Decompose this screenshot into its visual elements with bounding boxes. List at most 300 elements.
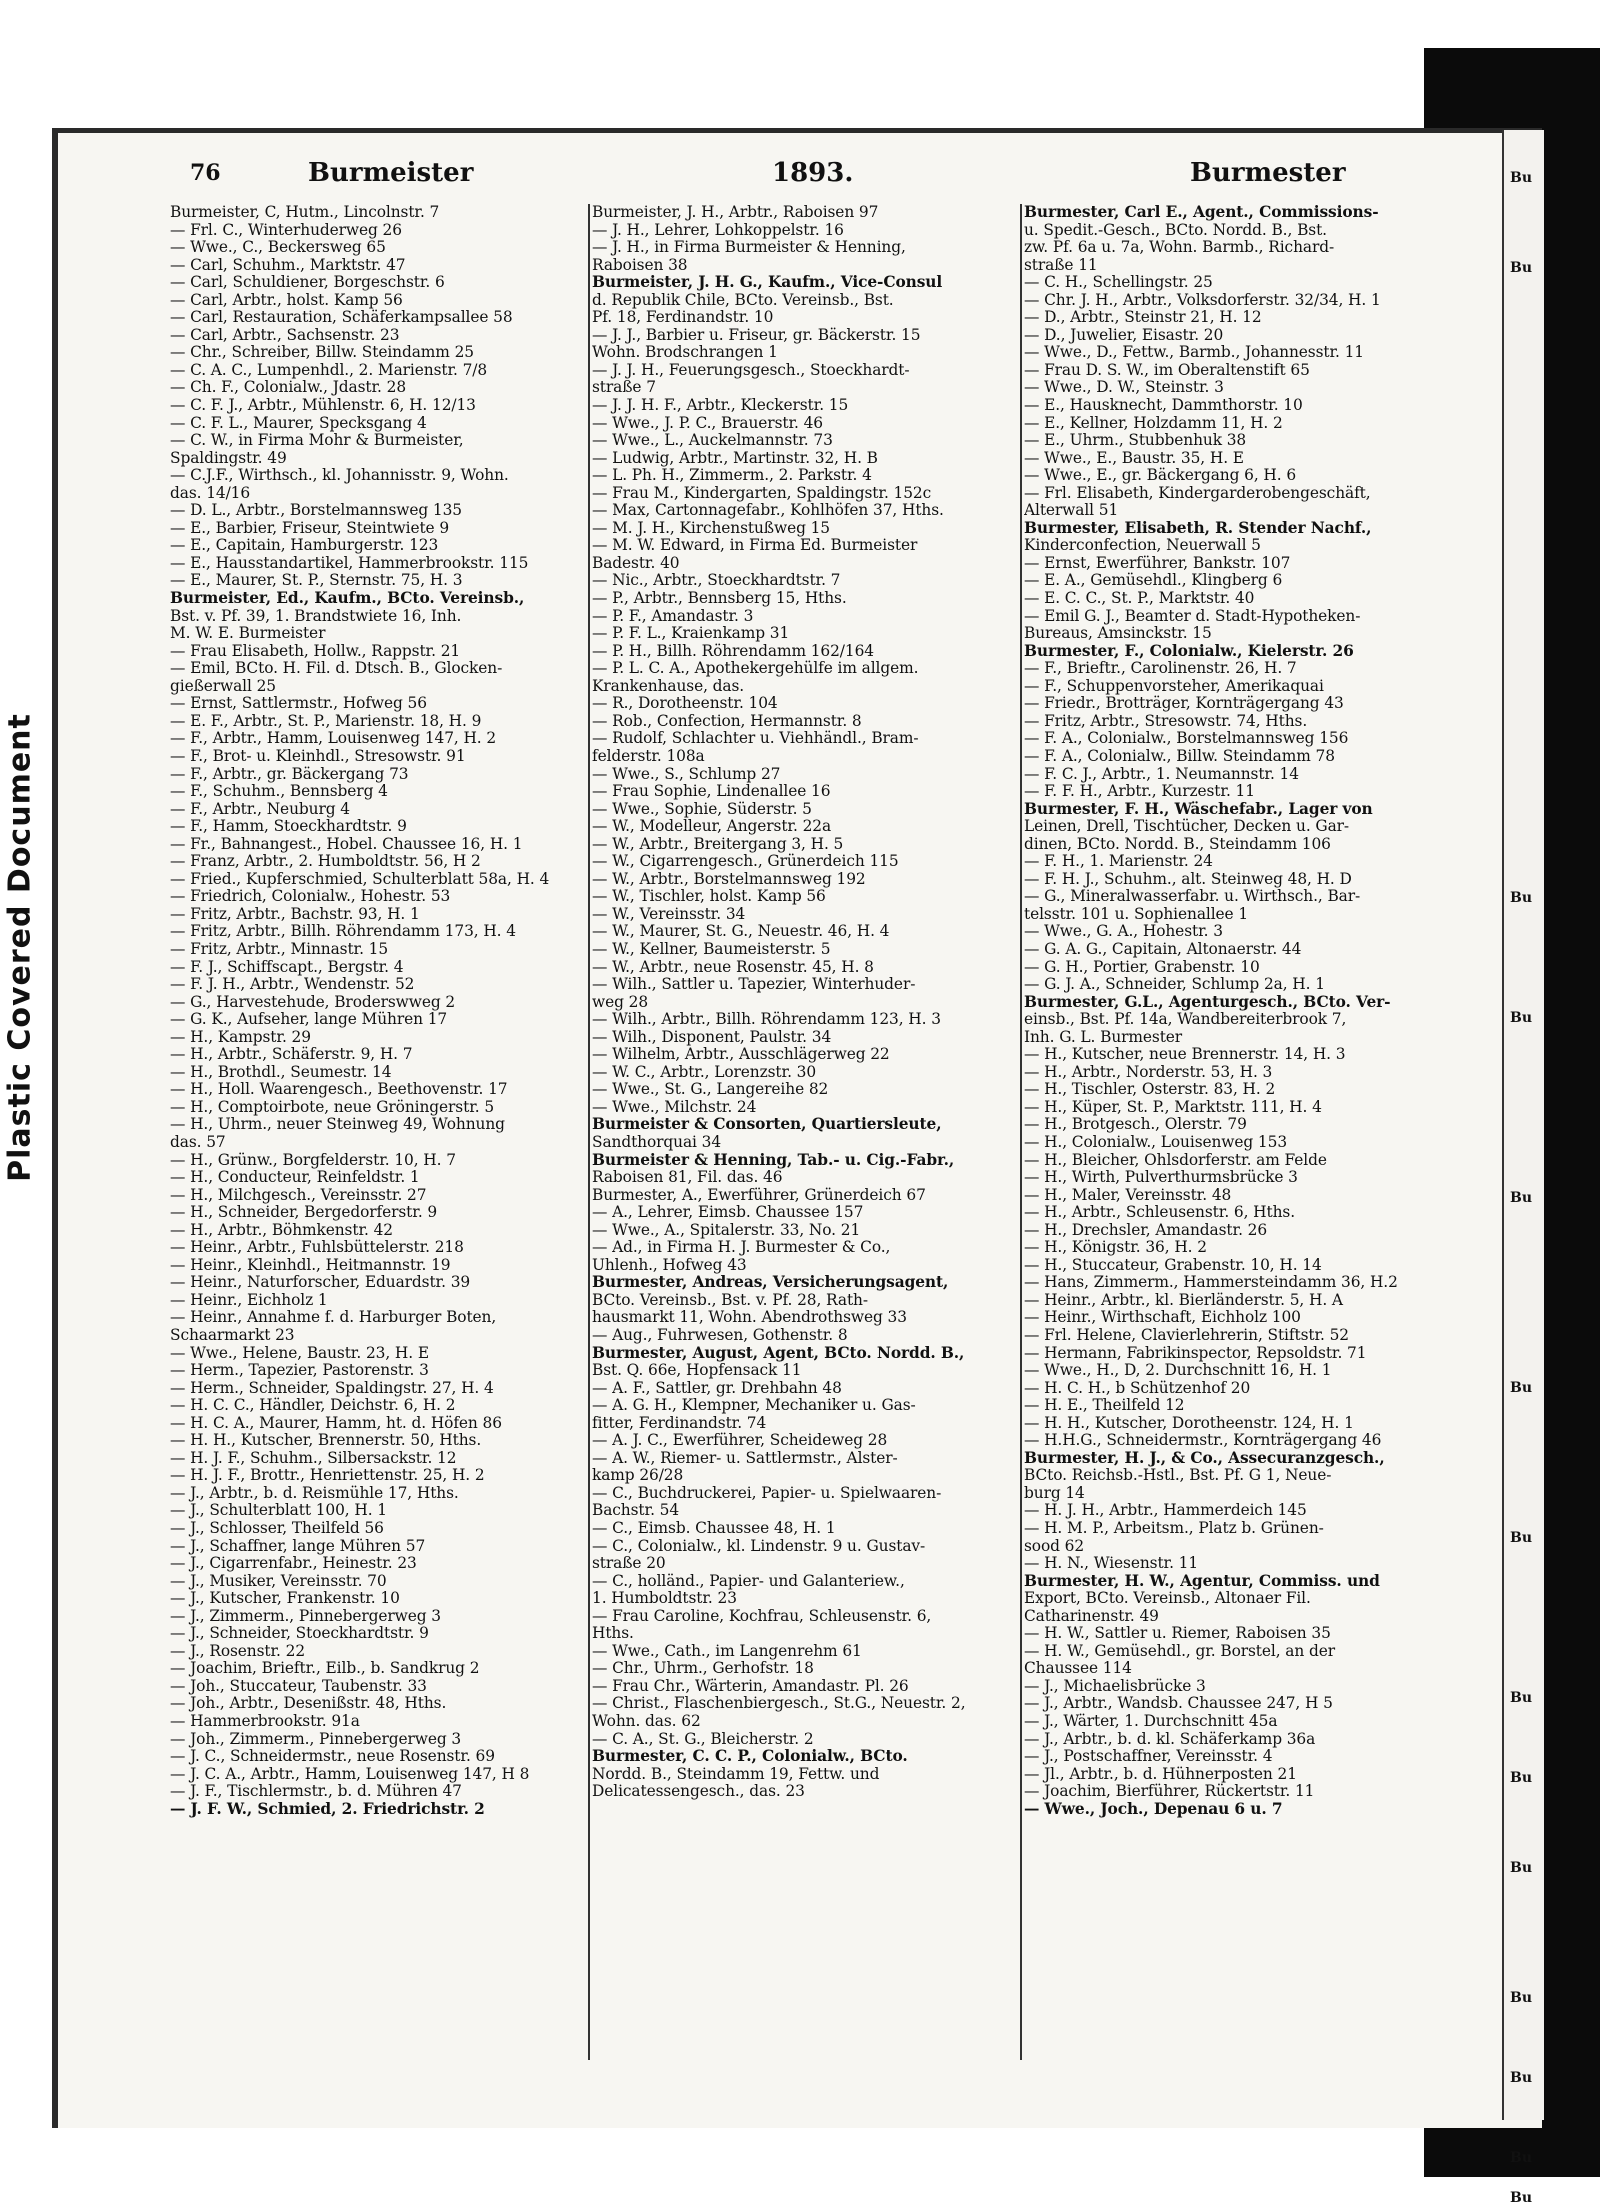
directory-line: Kinderconfection, Neuerwall 5 (1024, 537, 1261, 555)
directory-line: — H., Conducteur, Reinfeldstr. 1 (170, 1169, 420, 1187)
directory-line: — Wilh., Disponent, Paulstr. 34 (592, 1028, 832, 1046)
directory-line: — Heinr., Kleinhdl., Heitmannstr. 19 (170, 1256, 451, 1274)
directory-line: — W., Kellner, Baumeisterstr. 5 (592, 940, 831, 958)
directory-line: — D., Juwelier, Eisastr. 20 (1024, 326, 1224, 344)
directory-line: — C. W., in Firma Mohr & Burmeister, (170, 432, 464, 450)
directory-line: — J., Arbtr., Wandsb. Chaussee 247, H 5 (1024, 1695, 1333, 1713)
directory-line: Bst. Q. 66e, Hopfensack 11 (592, 1362, 802, 1380)
directory-line: Burmester, H. W., Agentur, Commiss. und (1024, 1572, 1380, 1590)
directory-line: — H. C. C., Händler, Deichstr. 6, H. 2 (170, 1397, 456, 1415)
directory-line: Krankenhause, das. (592, 677, 745, 695)
directory-line: — Ludwig, Arbtr., Martinstr. 32, H. B (592, 449, 878, 467)
directory-line: Burmester, G.L., Agenturgesch., BCto. Ver- (1024, 993, 1391, 1011)
directory-line: — Joachim, Bierführer, Rückertstr. 11 (1024, 1783, 1315, 1801)
directory-line: — E., Barbier, Friseur, Steintwiete 9 (170, 519, 450, 537)
directory-line: — J., Arbtr., b. d. Reismühle 17, Hths. (170, 1484, 459, 1502)
directory-line: — Frl. Elisabeth, Kindergarderobengeschäft, (1024, 484, 1371, 502)
directory-line: M. W. E. Burmeister (170, 625, 326, 643)
directory-line: — Emil, BCto. H. Fil. d. Dtsch. B., Glocken- (170, 660, 503, 678)
directory-line: — F., Schuppenvorsteher, Amerikaquai (1024, 677, 1324, 695)
margin-fragment: Bu (1510, 2150, 1533, 2166)
directory-line: Burmester, F., Colonialw., Kielerstr. 26 (1024, 642, 1354, 660)
directory-line: — J., Schulterblatt 100, H. 1 (170, 1502, 387, 1520)
directory-line: Raboisen 81, Fil. das. 46 (592, 1169, 783, 1187)
directory-line: — Joh., Stuccateur, Taubenstr. 33 (170, 1677, 427, 1695)
directory-line: — Wwe., Helene, Baustr. 23, H. E (170, 1344, 429, 1362)
directory-line: — G. K., Aufseher, lange Mühren 17 (170, 1011, 448, 1029)
directory-line: — J., Wärter, 1. Durchschnitt 45a (1024, 1713, 1278, 1731)
page-number: 76 (190, 160, 221, 186)
directory-line: — G., Mineralwasserfabr. u. Wirthsch., Bar- (1024, 888, 1361, 906)
side-label (0, 600, 38, 1300)
directory-line: — A. J. C., Ewerführer, Scheideweg 28 (592, 1432, 888, 1450)
directory-line: — Heinr., Arbtr., kl. Bierländerstr. 5, H. A (1024, 1291, 1343, 1309)
directory-line: — Emil G. J., Beamter d. Stadt-Hypotheken- (1024, 607, 1361, 625)
directory-line: — J. H., in Firma Burmeister & Henning, (592, 239, 906, 257)
directory-line: — F., Schuhm., Bennsberg 4 (170, 783, 388, 801)
column-divider (1020, 204, 1022, 2060)
directory-line: — H., Drechsler, Amandastr. 26 (1024, 1221, 1268, 1239)
directory-line: — Carl, Schuhm., Marktstr. 47 (170, 256, 406, 274)
directory-line: Uhlenh., Hofweg 43 (592, 1256, 747, 1274)
directory-line: — Fritz, Arbtr., Billh. Röhrendamm 173, H. 4 (170, 923, 516, 941)
margin-fragment: Bu (1510, 1380, 1533, 1396)
directory-line: — Ernst, Ewerführer, Bankstr. 107 (1024, 554, 1291, 572)
directory-line: zw. Pf. 6a u. 7a, Wohn. Barmb., Richard- (1024, 239, 1335, 257)
directory-line: — H., Stuccateur, Grabenstr. 10, H. 14 (1024, 1256, 1322, 1274)
directory-line: — J., Postschaffner, Vereinsstr. 4 (1024, 1748, 1273, 1766)
directory-line: — G. H., Portier, Grabenstr. 10 (1024, 958, 1260, 976)
directory-line: — Heinr., Naturforscher, Eduardstr. 39 (170, 1274, 471, 1292)
directory-line: Burmester, F. H., Wäschefabr., Lager von (1024, 800, 1373, 818)
directory-line: — F. J., Schiffscapt., Bergstr. 4 (170, 958, 404, 976)
margin-fragment: Bu (1510, 1530, 1533, 1546)
directory-line: — H., Kutscher, neue Brennerstr. 14, H. 3 (1024, 1046, 1346, 1064)
directory-line: — Joachim, Brieftr., Eilb., b. Sandkrug 2 (170, 1660, 480, 1678)
directory-line: Burmester, Andreas, Versicherungsagent, (592, 1274, 949, 1292)
directory-line: — H. J. F., Schuhm., Silbersackstr. 12 (170, 1449, 457, 1467)
directory-column-1 (170, 204, 590, 1818)
directory-line: — P. F., Amandastr. 3 (592, 607, 754, 625)
directory-line: — Rob., Confection, Hermannstr. 8 (592, 712, 862, 730)
directory-line: Catharinenstr. 49 (1024, 1607, 1159, 1625)
directory-line: Raboisen 38 (592, 256, 688, 274)
directory-line: Inh. G. L. Burmester (1024, 1028, 1183, 1046)
directory-line: straße 7 (592, 379, 656, 397)
directory-line: — Frau Sophie, Lindenallee 16 (592, 783, 831, 801)
directory-line: — Carl, Arbtr., holst. Kamp 56 (170, 291, 403, 309)
directory-line: — J., Arbtr., b. d. kl. Schäferkamp 36a (1024, 1730, 1316, 1748)
directory-line: — Herm., Schneider, Spaldingstr. 27, H. 4 (170, 1379, 494, 1397)
side-label-text: Plastic Covered Document (2, 713, 38, 1182)
directory-line: kamp 26/28 (592, 1467, 684, 1485)
directory-line: — H. H., Kutscher, Dorotheenstr. 124, H. 1 (1024, 1414, 1354, 1432)
directory-line: — J. J., Barbier u. Friseur, gr. Bäckerstr. 15 (592, 326, 921, 344)
directory-line: — A. W., Riemer- u. Sattlermstr., Alster- (592, 1449, 898, 1467)
directory-line: — W., Cigarrengesch., Grünerdeich 115 (592, 853, 899, 871)
directory-line: — H., Arbtr., Böhmkenstr. 42 (170, 1221, 393, 1239)
directory-line: — H., Wirth, Pulverthurmsbrücke 3 (1024, 1169, 1298, 1187)
directory-line: — Hans, Zimmerm., Hammersteindamm 36, H.2 (1024, 1274, 1398, 1292)
directory-line: — H. H., Kutscher, Brennerstr. 50, Hths. (170, 1432, 482, 1450)
directory-line: Alterwall 51 (1024, 502, 1119, 520)
directory-line: — J. C. A., Arbtr., Hamm, Louisenweg 147, H 8 (170, 1765, 530, 1783)
directory-line: — G. A. G., Capitain, Altonaerstr. 44 (1024, 940, 1302, 958)
directory-line: — J., Schneider, Stoeckhardtstr. 9 (170, 1625, 429, 1643)
directory-line: — J. F., Tischlermstr., b. d. Mühren 47 (170, 1783, 462, 1801)
directory-line: Wohn. das. 62 (592, 1713, 701, 1731)
directory-line: — Nic., Arbtr., Stoeckhardtstr. 7 (592, 572, 841, 590)
directory-line: — W., Maurer, St. G., Neuestr. 46, H. 4 (592, 923, 890, 941)
directory-line: BCto. Reichsb.-Hstl., Bst. Pf. G 1, Neue- (1024, 1467, 1332, 1485)
directory-line: Spaldingstr. 49 (170, 449, 287, 467)
directory-line: — W., Arbtr., Breitergang 3, H. 5 (592, 835, 844, 853)
directory-line: — H., Brotgesch., Ölerstr. 79 (1024, 1116, 1247, 1134)
directory-line: — H. J. F., Brottr., Henriettenstr. 25, H. 2 (170, 1467, 485, 1485)
directory-line: — Chr. J. H., Arbtr., Volksdorferstr. 32/34, H. 1 (1024, 291, 1381, 309)
directory-line: — E. F., Arbtr., St. P., Marienstr. 18, H. 9 (170, 712, 482, 730)
directory-line: — J., Zimmerm., Pinnebergerweg 3 (170, 1607, 441, 1625)
directory-line: — C.J.F., Wirthsch., kl. Johannisstr. 9, Wohn. (170, 467, 509, 485)
margin-fragment: Bu (1510, 1860, 1533, 1876)
directory-line: — Friedrich, Colonialw., Hohestr. 53 (170, 888, 451, 906)
directory-line: — W., Vereinsstr. 34 (592, 905, 746, 923)
header-left-name: Burmeister (308, 158, 474, 188)
directory-line: Burmeister, J. H. G., Kaufm., Vice-Consul (592, 274, 943, 292)
directory-line: — Frau M., Kindergarten, Spaldingstr. 152c (592, 484, 932, 502)
directory-line: Burmester, H. J., & Co., Assecuranzgesch., (1024, 1449, 1385, 1467)
directory-line: — H., Holl. Waarengesch., Beethovenstr. 17 (170, 1081, 508, 1099)
directory-line: — J. C., Schneidermstr., neue Rosenstr. 69 (170, 1748, 495, 1766)
directory-line: — Frl. C., Winterhuderweg 26 (170, 221, 402, 239)
page-header (190, 158, 1470, 198)
directory-line: straße 20 (592, 1555, 666, 1573)
directory-line: — H., Kampstr. 29 (170, 1028, 311, 1046)
directory-line: — Ad., in Firma H. J. Burmester & Co., (592, 1239, 891, 1257)
directory-line: — Joh., Arbtr., Desenißstr. 48, Hths. (170, 1695, 447, 1713)
directory-line: — J., Rosenstr. 22 (170, 1642, 306, 1660)
directory-line: — Wwe., L., Auckelmannstr. 73 (592, 432, 833, 450)
margin-fragment: Bu (1510, 2070, 1533, 2086)
directory-line: — H., Tischler, Osterstr. 83, H. 2 (1024, 1081, 1276, 1099)
directory-line: — Wilhelm, Arbtr., Ausschlägerweg 22 (592, 1046, 890, 1064)
directory-line: — H. E., Theilfeld 12 (1024, 1397, 1185, 1415)
directory-line: Export, BCto. Vereinsb., Altonaer Fil. (1024, 1590, 1311, 1608)
directory-line: — Carl, Schuldiener, Borgeschstr. 6 (170, 274, 445, 292)
directory-line: — H., Bleicher, Ohlsdorferstr. am Felde (1024, 1151, 1327, 1169)
directory-line: Chaussee 114 (1024, 1660, 1132, 1678)
directory-line: — J., Schlosser, Theilfeld 56 (170, 1520, 384, 1538)
directory-line: — F. J. H., Arbtr., Wendenstr. 52 (170, 976, 415, 994)
directory-line: burg 14 (1024, 1484, 1085, 1502)
next-page-margin (1502, 130, 1544, 2206)
directory-line: — H. J. H., Arbtr., Hammerdeich 145 (1024, 1502, 1307, 1520)
directory-line: — F., Arbtr., Neuburg 4 (170, 800, 350, 818)
directory-line: — Frau Chr., Wärterin, Amandastr. Pl. 26 (592, 1677, 909, 1695)
directory-line: — E., Uhrm., Stubbenhuk 38 (1024, 432, 1247, 450)
directory-line: — Wwe., E., gr. Bäckergang 6, H. 6 (1024, 467, 1297, 485)
directory-line: — H., Königstr. 36, H. 2 (1024, 1239, 1207, 1257)
directory-line: — F., Arbtr., Hamm, Louisenweg 147, H. 2 (170, 730, 497, 748)
directory-line: — Wwe., Joch., Depenau 6 u. 7 (1024, 1800, 1283, 1818)
directory-line: — F. A., Colonialw., Billw. Steindamm 78 (1024, 747, 1335, 765)
directory-line: — H. C. H., b Schützenhof 20 (1024, 1379, 1251, 1397)
directory-line: Burmeister & Consorten, Quartiersleute, (592, 1116, 942, 1134)
directory-line: u. Spedit.-Gesch., BCto. Nordd. B., Bst. (1024, 221, 1327, 239)
directory-line: Burmester, A., Ewerführer, Grünerdeich 67 (592, 1186, 926, 1204)
directory-line: — C. F. J., Arbtr., Mühlenstr. 6, H. 12/13 (170, 397, 476, 415)
directory-line: — H., Schneider, Bergedorferstr. 9 (170, 1204, 438, 1222)
directory-line: — Wwe., G. A., Hohestr. 3 (1024, 923, 1223, 941)
directory-line: Burmester, C. C. P., Colonialw., BCto. (592, 1748, 908, 1766)
directory-line: — E., Hausstandartikel, Hammerbrookstr. 115 (170, 554, 529, 572)
directory-line: — Hammerbrookstr. 91a (170, 1713, 360, 1731)
directory-column-2 (592, 204, 1012, 1801)
directory-line: — Wwe., St. G., Langereihe 82 (592, 1081, 829, 1099)
directory-line: — C. A., St. G., Bleicherstr. 2 (592, 1730, 814, 1748)
directory-line: Badestr. 40 (592, 554, 680, 572)
directory-line: — Frau Elisabeth, Hollw., Rappstr. 21 (170, 642, 461, 660)
directory-line: — E. A., Gemüsehdl., Klingberg 6 (1024, 572, 1283, 590)
margin-fragment: Bu (1510, 890, 1533, 906)
directory-line: — H., Arbtr., Schäferstr. 9, H. 7 (170, 1046, 413, 1064)
directory-line: Burmester, Carl E., Agent., Commissions- (1024, 204, 1379, 221)
directory-line: — C. A. C., Lumpenhdl., 2. Marienstr. 7/8 (170, 361, 488, 379)
directory-line: — L. Ph. H., Zimmerm., 2. Parkstr. 4 (592, 467, 872, 485)
directory-line: — J., Musiker, Vereinsstr. 70 (170, 1572, 387, 1590)
directory-line: Delicatessengesch., das. 23 (592, 1783, 805, 1801)
directory-line: Burmester, Elisabeth, R. Stender Nachf., (1024, 519, 1372, 537)
header-right-name: Burmester (1190, 158, 1346, 188)
directory-line: felderstr. 108a (592, 747, 705, 765)
directory-line: — D. L., Arbtr., Borstelmannsweg 135 (170, 502, 462, 520)
directory-line: Bureaus, Amsinckstr. 15 (1024, 625, 1212, 643)
directory-line: — F. H. J., Schuhm., alt. Steinweg 48, H. D (1024, 870, 1352, 888)
directory-line: Hths. (592, 1625, 634, 1643)
margin-fragment: Bu (1510, 1190, 1533, 1206)
directory-line: — Wwe., D., Fettw., Barmb., Johannesstr. 11 (1024, 344, 1365, 362)
directory-line: — H., Maler, Vereinsstr. 48 (1024, 1186, 1232, 1204)
directory-line: Schaarmarkt 23 (170, 1327, 295, 1344)
directory-line: — H., Comptoirbote, neue Gröningerstr. 5 (170, 1098, 495, 1116)
directory-line: Pf. 18, Ferdinandstr. 10 (592, 309, 774, 327)
directory-line: fitter, Ferdinandstr. 74 (592, 1414, 767, 1432)
directory-line: — F. A., Colonialw., Borstelmannsweg 156 (1024, 730, 1349, 748)
directory-line: — Fritz, Arbtr., Stresowstr. 74, Hths. (1024, 712, 1308, 730)
directory-line: das. 14/16 (170, 484, 251, 502)
directory-line: — Friedr., Brotträger, Kornträgergang 43 (1024, 695, 1344, 713)
directory-line: Wohn. Brodschrangen 1 (592, 344, 778, 362)
directory-line: Sandthorquai 34 (592, 1133, 722, 1151)
directory-line: — H. C. A., Maurer, Hamm, ht. d. Höfen 86 (170, 1414, 502, 1432)
directory-line: — Christ., Flaschenbiergesch., St.G., Neuestr. 2, (592, 1695, 966, 1713)
directory-line: — J. F. W., Schmied, 2. Friedrichstr. 2 (170, 1800, 485, 1818)
directory-line: — C., Buchdruckerei, Papier- u. Spielwaaren- (592, 1484, 942, 1502)
directory-line: — Fr., Bahnangest., Hobel. Chaussee 16, H. 1 (170, 835, 523, 853)
margin-fragment: Bu (1510, 1010, 1533, 1026)
directory-line: Nordd. B., Steindamm 19, Fettw. und (592, 1765, 880, 1783)
directory-line: — H., Brothdl., Seumestr. 14 (170, 1063, 392, 1081)
directory-line: Burmeister, Ed., Kaufm., BCto. Vereinsb., (170, 590, 525, 608)
directory-line: BCto. Vereinsb., Bst. v. Pf. 28, Rath- (592, 1291, 868, 1309)
directory-line: telsstr. 101 u. Sophienallee 1 (1024, 905, 1249, 923)
directory-line: — W., Modelleur, Angerstr. 22a (592, 818, 832, 836)
directory-line: — E., Kellner, Holzdamm 11, H. 2 (1024, 414, 1283, 432)
directory-line: — Max, Cartonnagefabr., Kohlhöfen 37, Hths. (592, 502, 944, 520)
directory-line: — Wwe., E., Baustr. 35, H. E (1024, 449, 1244, 467)
directory-line: — Hermann, Fabrikinspector, Repsoldstr. 71 (1024, 1344, 1367, 1362)
directory-line: — Fried., Kupferschmied, Schulterblatt 58a, H. 4 (170, 870, 550, 888)
directory-line: — Frl. Helene, Clavierlehrerin, Stiftstr. 52 (1024, 1327, 1349, 1344)
directory-line: — Wwe., A., Spitalerstr. 33, No. 21 (592, 1221, 861, 1239)
directory-line: — J. J. H., Feuerungsgesch., Stoeckhardt- (592, 361, 910, 379)
directory-line: — J., Schaffner, lange Mühren 57 (170, 1537, 426, 1555)
directory-line: — H. M. P., Arbeitsm., Platz b. Grünen- (1024, 1520, 1324, 1538)
directory-line: — H.H.G., Schneidermstr., Kornträgergang 46 (1024, 1432, 1382, 1450)
directory-line: — Heinr., Annahme f. d. Harburger Boten, (170, 1309, 497, 1327)
directory-line: — J. H., Lehrer, Lohkoppelstr. 16 (592, 221, 844, 239)
directory-line: Burmeister, C, Hutm., Lincolnstr. 7 (170, 204, 440, 221)
directory-line: d. Republik Chile, BCto. Vereinsb., Bst. (592, 291, 894, 309)
margin-fragment: Bu (1510, 260, 1533, 276)
directory-line: — A. G. H., Klempner, Mechaniker u. Gas- (592, 1397, 916, 1415)
directory-line: — Heinr., Wirthschaft, Eichholz 100 (1024, 1309, 1301, 1327)
directory-line: — R., Dorotheenstr. 104 (592, 695, 778, 713)
scan-border-top (0, 0, 1600, 48)
directory-line: — J. J. H. F., Arbtr., Kleckerstr. 15 (592, 397, 849, 415)
directory-line: gießerwall 25 (170, 677, 276, 695)
directory-line: — Joh., Zimmerm., Pinnebergerweg 3 (170, 1730, 462, 1748)
margin-fragment: Bu (1510, 170, 1533, 186)
directory-line: — H., Uhrm., neuer Steinweg 49, Wohnung (170, 1116, 505, 1134)
directory-line: — Fritz, Arbtr., Minnastr. 15 (170, 940, 389, 958)
directory-line: — P. H., Billh. Röhrendamm 162/164 (592, 642, 874, 660)
directory-line: weg 28 (592, 993, 649, 1011)
directory-column-3 (1024, 204, 1452, 1818)
directory-line: — Frau D. S. W., im Oberaltenstift 65 (1024, 361, 1310, 379)
directory-line: — J., Cigarrenfabr., Heinestr. 23 (170, 1555, 417, 1573)
directory-line: — W. C., Arbtr., Lorenzstr. 30 (592, 1063, 817, 1081)
directory-line: — H., Arbtr., Schleusenstr. 6, Hths. (1024, 1204, 1295, 1222)
directory-line: — F., Arbtr., gr. Bäckergang 73 (170, 765, 409, 783)
directory-line: — M. W. Edward, in Firma Ed. Burmeister (592, 537, 918, 555)
directory-line: einsb., Bst. Pf. 14a, Wandbereiterbrook 7, (1024, 1011, 1347, 1029)
directory-line: — A., Lehrer, Eimsb. Chaussee 157 (592, 1204, 864, 1222)
margin-fragment: Bu (1510, 2190, 1533, 2206)
directory-line: Bst. v. Pf. 39, 1. Brandstwiete 16, Inh. (170, 607, 462, 625)
directory-line: — Wwe., C., Beckersweg 65 (170, 239, 386, 257)
directory-line: — D., Arbtr., Steinstr 21, H. 12 (1024, 309, 1262, 327)
directory-line: — Wwe., Milchstr. 24 (592, 1098, 757, 1116)
directory-line: — P. F. L., Kraienkamp 31 (592, 625, 790, 643)
directory-line: dinen, BCto. Nordd. B., Steindamm 106 (1024, 835, 1331, 853)
directory-line: 1. Humboldtstr. 23 (592, 1590, 737, 1608)
directory-line: hausmarkt 11, Wohn. Abendrothsweg 33 (592, 1309, 907, 1327)
directory-line: — Ch. F., Colonialw., Jdastr. 28 (170, 379, 407, 397)
directory-line: — M. J. H., Kirchenstußweg 15 (592, 519, 830, 537)
directory-line: — F. H., 1. Marienstr. 24 (1024, 853, 1213, 871)
directory-line: — C., Eimsb. Chaussee 48, H. 1 (592, 1520, 836, 1538)
directory-line: — Wwe., D. W., Steinstr. 3 (1024, 379, 1224, 397)
header-year: 1893. (772, 158, 854, 188)
directory-line: — F., Hamm, Stoeckhardtstr. 9 (170, 818, 407, 836)
directory-line: — H. W., Gemüsehdl., gr. Borstel, an der (1024, 1642, 1336, 1660)
directory-line: — C. H., Schellingstr. 25 (1024, 274, 1213, 292)
directory-line: — E., Maurer, St. P., Sternstr. 75, H. 3 (170, 572, 463, 590)
directory-line: Burmeister & Henning, Tab.- u. Cig.-Fabr., (592, 1151, 955, 1169)
directory-line: — Chr., Schreiber, Billw. Steindamm 25 (170, 344, 474, 362)
directory-line: straße 11 (1024, 256, 1098, 274)
directory-line: — P. L. C. A., Apothekergehülfe im allgem. (592, 660, 919, 678)
directory-line: — Wwe., H., D, 2. Durchschnitt 16, H. 1 (1024, 1362, 1332, 1380)
margin-fragment: Bu (1510, 1690, 1533, 1706)
directory-line: — H. W., Sattler u. Riemer, Raboisen 35 (1024, 1625, 1331, 1643)
directory-line: — G., Harvestehude, Broderswweg 2 (170, 993, 456, 1011)
directory-line: — Fritz, Arbtr., Bachstr. 93, H. 1 (170, 905, 420, 923)
margin-fragment: Bu (1510, 1770, 1533, 1786)
directory-line: — Wwe., J. P. C., Brauerstr. 46 (592, 414, 823, 432)
directory-line: — Wwe., S., Schlump 27 (592, 765, 781, 783)
directory-line: sood 62 (1024, 1537, 1085, 1555)
directory-line: Burmester, August, Agent, BCto. Nordd. B., (592, 1344, 965, 1362)
directory-line: — Herm., Tapezier, Pastorenstr. 3 (170, 1362, 429, 1380)
directory-line: — Chr., Uhrm., Gerhofstr. 18 (592, 1660, 814, 1678)
directory-line: — J., Michaelisbrücke 3 (1024, 1677, 1206, 1695)
directory-line: — F. F. H., Arbtr., Kurzestr. 11 (1024, 783, 1255, 801)
directory-line: — W., Tischler, holst. Kamp 56 (592, 888, 826, 906)
directory-line: — A. F., Sattler, gr. Drehbahn 48 (592, 1379, 842, 1397)
margin-fragment: Bu (1510, 1990, 1533, 2006)
directory-line: — Wilh., Sattler u. Tapezier, Winterhuder- (592, 976, 916, 994)
directory-line: — Wilh., Arbtr., Billh. Röhrendamm 123, H. 3 (592, 1011, 941, 1029)
directory-line: — Wwe., Cath., im Langenrehm 61 (592, 1642, 862, 1660)
directory-line: — E., Hausknecht, Dammthorstr. 10 (1024, 397, 1303, 415)
directory-line: — F. C. J., Arbtr., 1. Neumannstr. 14 (1024, 765, 1299, 783)
directory-line: — H. N., Wiesenstr. 11 (1024, 1555, 1199, 1573)
directory-line: — Rudolf, Schlachter u. Viehhändl., Bram- (592, 730, 919, 748)
directory-line: — Heinr., Arbtr., Fuhlsbüttelerstr. 218 (170, 1239, 464, 1257)
directory-line: — H., Arbtr., Norderstr. 53, H. 3 (1024, 1063, 1273, 1081)
directory-line: — H., Küper, St. P., Marktstr. 111, H. 4 (1024, 1098, 1322, 1116)
directory-line: — Carl, Restauration, Schäferkampsallee 58 (170, 309, 513, 327)
directory-line: — Aug., Fuhrwesen, Gothenstr. 8 (592, 1327, 848, 1344)
directory-line: — P., Arbtr., Bennsberg 15, Hths. (592, 590, 847, 608)
directory-line: Burmeister, J. H., Arbtr., Raboisen 97 (592, 204, 879, 221)
directory-line: — Wwe., Sophie, Süderstr. 5 (592, 800, 812, 818)
directory-line: — Heinr., Eichholz 1 (170, 1291, 328, 1309)
directory-line: — G. J. A., Schneider, Schlump 2a, H. 1 (1024, 976, 1325, 994)
directory-line: Bachstr. 54 (592, 1502, 680, 1520)
directory-line: — J., Kutscher, Frankenstr. 10 (170, 1590, 400, 1608)
directory-line: — H., Colonialw., Louisenweg 153 (1024, 1133, 1288, 1151)
directory-line: — W., Arbtr., Borstelmannsweg 192 (592, 870, 866, 888)
directory-line: — F., Brieftr., Carolinenstr. 26, H. 7 (1024, 660, 1297, 678)
directory-line: — W., Arbtr., neue Rosenstr. 45, H. 8 (592, 958, 874, 976)
directory-line: — Frau Caroline, Kochfrau, Schleusenstr. 6, (592, 1607, 932, 1625)
directory-line: — Franz, Arbtr., 2. Humboldtstr. 56, H 2 (170, 853, 481, 871)
directory-line: — C., Colonialw., kl. Lindenstr. 9 u. Gustav- (592, 1537, 926, 1555)
directory-line: — Ernst, Sattlermstr., Hofweg 56 (170, 695, 427, 713)
directory-line: Leinen, Drell, Tischtücher, Decken u. Gar- (1024, 818, 1350, 836)
directory-line: — C., holländ., Papier- und Galanteriew., (592, 1572, 905, 1590)
directory-line: — E., Capitain, Hamburgerstr. 123 (170, 537, 439, 555)
directory-line: — H., Milchgesch., Vereinsstr. 27 (170, 1186, 427, 1204)
directory-line: — E. C. C., St. P., Marktstr. 40 (1024, 590, 1255, 608)
directory-line: — Carl, Arbtr., Sachsenstr. 23 (170, 326, 400, 344)
directory-line: — H., Grünw., Borgfelderstr. 10, H. 7 (170, 1151, 456, 1169)
directory-line: — F., Brot- u. Kleinhdl., Stresowstr. 91 (170, 747, 466, 765)
directory-line: — Jl., Arbtr., b. d. Hühnerposten 21 (1024, 1765, 1297, 1783)
